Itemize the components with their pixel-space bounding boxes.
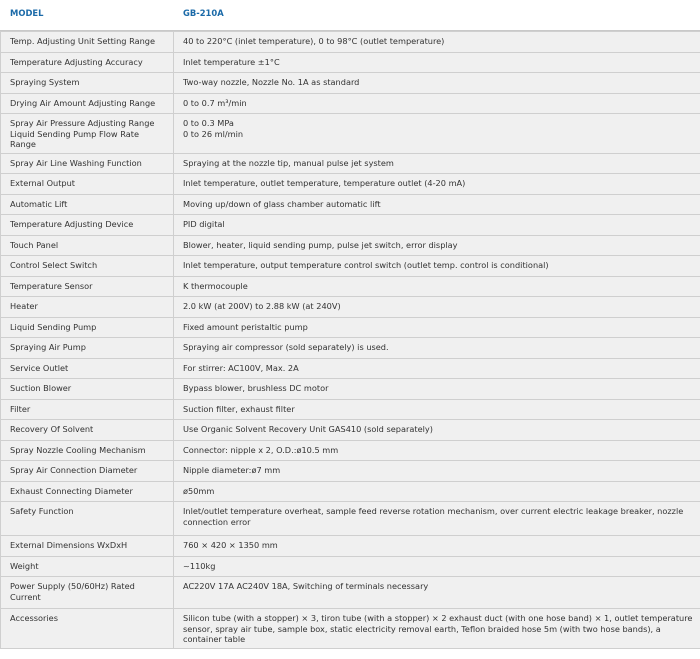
- table-row: [1, 153, 700, 174]
- table-row: [1, 358, 700, 379]
- table-row: [1, 556, 700, 577]
- table-row: [1, 235, 700, 256]
- table-row: [1, 338, 700, 359]
- spec-value: Spraying at the nozzle tip, manual pulse jet system: [174, 153, 700, 174]
- header-model-value: GB-210A: [183, 8, 224, 18]
- spec-table: [0, 31, 700, 649]
- spec-label: Spray Air Pressure Adjusting Range Liquid Sending Pump Flow Rate Range: [1, 114, 174, 154]
- spec-label: Service Outlet: [1, 358, 174, 379]
- table-row: [1, 32, 700, 53]
- table-row: [1, 399, 700, 420]
- table-row: [1, 317, 700, 338]
- spec-value: Bypass blower, brushless DC motor: [174, 379, 700, 400]
- spec-value: Connector: nipple x 2, O.D.:ø10.5 mm: [174, 440, 700, 461]
- spec-value: PID digital: [174, 215, 700, 236]
- header-model-label: MODEL: [10, 8, 44, 18]
- spec-label: Exhaust Connecting Diameter: [1, 481, 174, 502]
- table-row: [1, 174, 700, 195]
- table-row: [1, 609, 700, 649]
- table-row: [1, 577, 700, 609]
- spec-value: 0 to 0.7 m³/min: [174, 93, 700, 114]
- spec-label: Spray Air Connection Diameter: [1, 461, 174, 482]
- table-row: [1, 440, 700, 461]
- table-row: [1, 73, 700, 94]
- spec-value: Inlet temperature, output temperature control switch (outlet temp. control is conditional): [174, 256, 700, 277]
- spec-label: Power Supply (50/60Hz) Rated Current: [1, 577, 174, 609]
- spec-label: Automatic Lift: [1, 194, 174, 215]
- spec-label: Temperature Adjusting Device: [1, 215, 174, 236]
- spec-value: Two-way nozzle, Nozzle No. 1A as standard: [174, 73, 700, 94]
- spec-label: Accessories: [1, 609, 174, 649]
- spec-label: Temperature Adjusting Accuracy: [1, 52, 174, 73]
- spec-value: Silicon tube (with a stopper) × 3, tiron tube (with a stopper) × 2 exhaust duct (with one hose band) × 1, outlet temperature sensor, spray air tube, sample box, static electricity removal earth, Teflon braided hose 5m (with two hose bands), a container table: [174, 609, 700, 649]
- spec-label: Spraying Air Pump: [1, 338, 174, 359]
- table-header: [0, 0, 700, 31]
- spec-label: Suction Blower: [1, 379, 174, 400]
- table-row: [1, 194, 700, 215]
- spec-label: Spraying System: [1, 73, 174, 94]
- spec-value: ~110kg: [174, 556, 700, 577]
- table-row: [1, 114, 700, 154]
- table-row: [1, 502, 700, 536]
- spec-value: 2.0 kW (at 200V) to 2.88 kW (at 240V): [174, 297, 700, 318]
- spec-label: Temp. Adjusting Unit Setting Range: [1, 32, 174, 53]
- spec-value: Blower, heater, liquid sending pump, pulse jet switch, error display: [174, 235, 700, 256]
- spec-label: Weight: [1, 556, 174, 577]
- spec-label: Spray Nozzle Cooling Mechanism: [1, 440, 174, 461]
- spec-label: Filter: [1, 399, 174, 420]
- spec-label: Spray Air Line Washing Function: [1, 153, 174, 174]
- spec-value: For stirrer: AC100V, Max. 2A: [174, 358, 700, 379]
- spec-label: Recovery Of Solvent: [1, 420, 174, 441]
- table-row: [1, 215, 700, 236]
- table-row: [1, 536, 700, 557]
- spec-value: 0 to 0.3 MPa 0 to 26 ml/min: [174, 114, 700, 154]
- spec-value: Inlet temperature ±1°C: [174, 52, 700, 73]
- table-row: [1, 52, 700, 73]
- spec-label: Touch Panel: [1, 235, 174, 256]
- table-row: [1, 461, 700, 482]
- spec-value: Inlet temperature, outlet temperature, temperature outlet (4-20 mA): [174, 174, 700, 195]
- table-row: [1, 256, 700, 277]
- table-row: [1, 276, 700, 297]
- spec-label: Safety Function: [1, 502, 174, 536]
- spec-value: Fixed amount peristaltic pump: [174, 317, 700, 338]
- spec-value: K thermocouple: [174, 276, 700, 297]
- spec-value: 40 to 220°C (inlet temperature), 0 to 98°C (outlet temperature): [174, 32, 700, 53]
- spec-label: Liquid Sending Pump: [1, 317, 174, 338]
- spec-label: Drying Air Amount Adjusting Range: [1, 93, 174, 114]
- spec-label: Control Select Switch: [1, 256, 174, 277]
- spec-value: ø50mm: [174, 481, 700, 502]
- spec-label: External Output: [1, 174, 174, 195]
- spec-label: Heater: [1, 297, 174, 318]
- table-row: [1, 297, 700, 318]
- spec-value: Use Organic Solvent Recovery Unit GAS410 (sold separately): [174, 420, 700, 441]
- spec-value: Spraying air compressor (sold separately) is used.: [174, 338, 700, 359]
- table-row: [1, 379, 700, 400]
- spec-value: Suction filter, exhaust filter: [174, 399, 700, 420]
- spec-value: 760 × 420 × 1350 mm: [174, 536, 700, 557]
- spec-label: External Dimensions WxDxH: [1, 536, 174, 557]
- spec-value: AC220V 17A AC240V 18A, Switching of terminals necessary: [174, 577, 700, 609]
- table-row: [1, 93, 700, 114]
- spec-value: Moving up/down of glass chamber automatic lift: [174, 194, 700, 215]
- spec-label: Temperature Sensor: [1, 276, 174, 297]
- spec-value: Inlet/outlet temperature overheat, sample feed reverse rotation mechanism, over current electric leakage breaker, nozzle connection error: [174, 502, 700, 536]
- spec-value: Nipple diameter:ø7 mm: [174, 461, 700, 482]
- table-row: [1, 481, 700, 502]
- table-row: [1, 420, 700, 441]
